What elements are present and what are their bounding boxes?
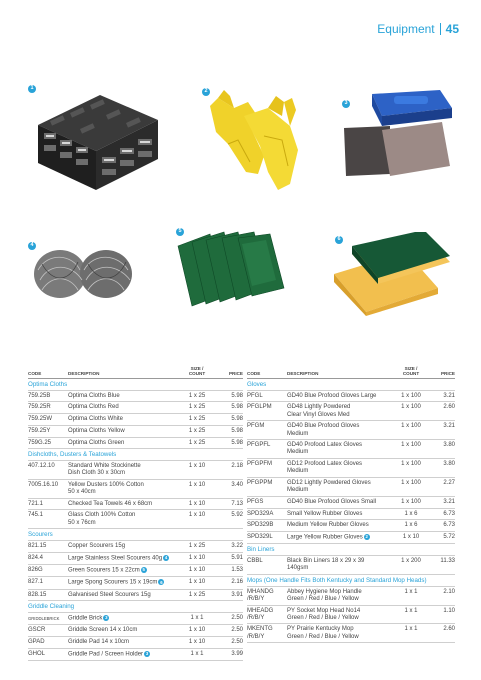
product-size: 1 x 1 xyxy=(190,650,204,657)
col-size-header: SIZE / COUNT xyxy=(402,366,420,376)
product-price: 2.50 xyxy=(231,627,243,634)
product-code: PFGPFM xyxy=(247,461,272,468)
product-code: PFGPFL xyxy=(247,442,271,449)
product-code: PFGPPM xyxy=(247,480,273,487)
product-code: SPD329L xyxy=(247,534,273,541)
table-row xyxy=(247,391,455,403)
table-row xyxy=(28,391,243,403)
product-size: 1 x 10 xyxy=(402,534,420,541)
product-size: 1 x 1 xyxy=(404,588,418,595)
product-description: GD12 Lightly Powdered Gloves Medium xyxy=(287,480,371,494)
table-row xyxy=(28,426,243,438)
product-code: GHOL xyxy=(28,650,46,657)
product-code: SPD329B xyxy=(247,522,274,529)
product-size: 1 x 25 xyxy=(188,416,206,423)
product-code: 821.15 xyxy=(28,543,47,550)
product-code: MHEADG /R/B/Y xyxy=(247,607,274,621)
table-row xyxy=(28,480,243,499)
product-price: 1.10 xyxy=(443,607,455,614)
product-code: 759.25W xyxy=(28,416,53,423)
right-table-header xyxy=(247,365,455,379)
table-row xyxy=(28,553,243,565)
product-price: 5.92 xyxy=(231,512,243,519)
table-row xyxy=(247,606,455,625)
left-table-header xyxy=(28,365,243,379)
product-price: 5.98 xyxy=(231,439,243,446)
product-size: 1 x 10 xyxy=(188,500,206,507)
photo-reference-badge: 4 xyxy=(164,555,168,561)
product-description: Abbey Hygiene Mop Handle Green / Red / Blue / Yellow xyxy=(287,588,362,602)
product-description: GD40 Blue Profood Gloves Medium xyxy=(287,423,360,437)
col-size-header: SIZE / COUNT xyxy=(188,366,206,376)
photo-reference-badge: 3 xyxy=(105,615,108,621)
product-description: Optima Cloths Red xyxy=(68,404,119,411)
product-price: 5.72 xyxy=(443,534,455,541)
product-description: Optima Cloths Green xyxy=(68,439,125,446)
product-code: MHANDG /R/B/Y xyxy=(247,588,274,602)
product-description: Griddle Pad 14 x 10cm xyxy=(68,638,130,645)
product-description: Optima Cloths Yellow xyxy=(68,427,125,434)
product-size: 1 x 10 xyxy=(188,579,206,586)
stainless-steel-scourers-photo xyxy=(28,240,138,310)
product-code: GRIDDLEBRICK xyxy=(28,616,60,621)
table-row xyxy=(28,541,243,553)
product-size: 1 x 6 xyxy=(404,522,418,529)
product-description: Green Scourers 15 x 22cm 5 xyxy=(68,567,145,574)
section-title: Equipment xyxy=(377,22,435,36)
product-description: Griddle Brick 3 xyxy=(68,615,108,622)
product-description: GD40 Blue Profood Gloves Small xyxy=(287,498,377,505)
table-row xyxy=(28,510,243,529)
product-description: Checked Tea Towels 46 x 68cm xyxy=(68,500,153,507)
product-price: 1.53 xyxy=(231,567,243,574)
product-size: 1 x 100 xyxy=(401,423,421,430)
product-price: 6.73 xyxy=(443,522,455,529)
product-price: 2.50 xyxy=(231,638,243,645)
product-description: GD12 Profood Latex Gloves Medium xyxy=(287,461,363,475)
table-row xyxy=(247,532,455,544)
category-heading: Griddle Cleaning xyxy=(28,601,243,613)
sponge-scourers-photo xyxy=(332,232,452,316)
product-price: 7.13 xyxy=(231,500,243,507)
product-price: 11.33 xyxy=(440,558,455,565)
product-description: Glass Cloth 100% Cotton 50 x 76cm xyxy=(68,512,136,526)
right-product-table xyxy=(247,365,455,643)
col-price-header: PRICE xyxy=(440,371,455,376)
table-row xyxy=(247,421,455,440)
product-price: 2.27 xyxy=(443,480,455,487)
product-code: 824.4 xyxy=(28,554,44,561)
table-row xyxy=(28,590,243,602)
product-size: 1 x 10 xyxy=(188,462,206,469)
table-row xyxy=(247,509,455,521)
product-price: 5.98 xyxy=(231,404,243,411)
product-price: 3.22 xyxy=(231,543,243,550)
product-description: Copper Scourers 15g xyxy=(68,543,126,550)
product-price: 5.91 xyxy=(231,554,243,561)
product-description: Griddle Screen 14 x 10cm xyxy=(68,627,138,634)
product-description: GD40 Profood Latex Gloves Medium xyxy=(287,442,363,456)
table-row xyxy=(247,587,455,606)
photo-reference-badge: 6 xyxy=(160,579,163,585)
photo-badge-1: 1 xyxy=(28,85,36,93)
product-code: 759.25B xyxy=(28,392,51,399)
product-size: 1 x 25 xyxy=(188,392,206,399)
product-size: 1 x 1 xyxy=(190,615,204,621)
product-code: 827.1 xyxy=(28,579,44,586)
product-code: 826G xyxy=(28,567,43,574)
table-row xyxy=(28,613,243,625)
product-code: 407.12.10 xyxy=(28,462,55,469)
table-row xyxy=(28,438,243,450)
product-code: PFGLPM xyxy=(247,404,272,411)
product-description: Small Yellow Rubber Gloves xyxy=(287,510,363,517)
product-description: Large Yellow Rubber Gloves 2 xyxy=(287,534,368,541)
product-size: 1 x 100 xyxy=(401,392,421,399)
table-row xyxy=(28,625,243,637)
product-price: 2.60 xyxy=(443,626,455,633)
category-heading: Scourers xyxy=(28,529,243,541)
product-code: 828.15 xyxy=(28,591,47,598)
category-heading: Dishcloths, Dusters & Teatowels xyxy=(28,449,243,461)
table-row xyxy=(28,499,243,511)
product-size: 1 x 1 xyxy=(404,626,418,633)
product-size: 1 x 6 xyxy=(404,510,418,517)
product-size: 1 x 100 xyxy=(401,404,421,411)
product-description: Black Bin Liners 18 x 29 x 39 140gsm xyxy=(287,558,365,572)
photo-badge-5: 5 xyxy=(176,228,184,236)
right-table-body xyxy=(247,379,455,643)
category-heading: Optima Cloths xyxy=(28,379,243,391)
product-size: 1 x 25 xyxy=(188,404,206,411)
product-description: Yellow Dusters 100% Cotton 50 x 40cm xyxy=(68,481,144,496)
product-size: 1 x 25 xyxy=(188,591,206,598)
page-header xyxy=(377,22,459,36)
table-row xyxy=(28,461,243,480)
product-price: 3.80 xyxy=(443,461,455,468)
griddle-brick-and-screens-photo xyxy=(342,86,460,180)
product-description: Optima Cloths Blue xyxy=(68,392,120,399)
product-size: 1 x 10 xyxy=(188,567,206,574)
category-heading: Bin Liners xyxy=(247,544,455,556)
product-description: GD48 Lightly Powdered Clear Vinyl Gloves Med xyxy=(287,404,351,418)
product-price: 3.99 xyxy=(231,650,243,657)
col-code-header: CODE xyxy=(28,371,42,376)
product-price: 3.21 xyxy=(443,498,455,505)
green-scourer-pads-photo xyxy=(172,228,287,310)
col-price-header: PRICE xyxy=(228,371,243,376)
photo-badge-3: 3 xyxy=(342,100,350,108)
left-table-body xyxy=(28,379,243,661)
table-row xyxy=(247,478,455,497)
product-description: Medium Yellow Rubber Gloves xyxy=(287,522,369,529)
col-description-header: DESCRIPTION xyxy=(287,371,319,376)
header-divider xyxy=(440,23,441,35)
col-description-header: DESCRIPTION xyxy=(68,371,100,376)
product-price: 2.60 xyxy=(443,404,455,411)
product-size: 1 x 100 xyxy=(401,498,421,505)
product-size: 1 x 100 xyxy=(401,442,421,449)
product-description: Optima Cloths White xyxy=(68,416,124,423)
photo-badge-6: 6 xyxy=(335,236,343,244)
table-row xyxy=(28,414,243,426)
product-code: 759.25R xyxy=(28,404,51,411)
product-price: 2.18 xyxy=(231,462,243,469)
table-row xyxy=(247,459,455,478)
photo-reference-badge: 5 xyxy=(142,567,145,573)
table-row xyxy=(247,440,455,459)
col-code-header: CODE xyxy=(247,371,261,376)
product-code: 721.1 xyxy=(28,500,44,507)
product-price: 3.91 xyxy=(231,591,243,598)
product-size: 1 x 200 xyxy=(401,558,421,565)
table-row xyxy=(247,497,455,509)
product-code: PFGS xyxy=(247,498,264,505)
product-size: 1 x 10 xyxy=(188,638,206,645)
product-price: 3.40 xyxy=(231,481,243,488)
product-description: Large Spong Scourers 15 x 19cm 6 xyxy=(68,579,163,586)
photo-reference-badge: 3 xyxy=(145,651,149,657)
category-heading: Mops (One Handle Fits Both Kentucky and Standard Mop Heads) xyxy=(247,575,455,587)
product-code: GSCR xyxy=(28,627,46,634)
product-description: Large Stainless Steel Scourers 40g 4 xyxy=(68,555,168,562)
product-size: 1 x 10 xyxy=(188,481,206,488)
product-description: GD40 Blue Profood Gloves Large xyxy=(287,392,377,399)
product-price: 3.21 xyxy=(443,423,455,430)
product-description: PY Socket Mop Head No14 Green / Red / Blue / Yellow xyxy=(287,607,361,621)
product-price: 5.98 xyxy=(231,416,243,423)
table-row xyxy=(28,577,243,589)
product-code: 745.1 xyxy=(28,512,44,519)
photo-badge-2: 2 xyxy=(202,88,210,96)
table-row xyxy=(247,556,455,575)
table-row xyxy=(247,624,455,643)
table-row xyxy=(28,565,243,577)
product-code: MKENTG /R/B/Y xyxy=(247,626,273,640)
table-row xyxy=(28,637,243,649)
product-code: CBBL xyxy=(247,558,263,565)
category-heading: Gloves xyxy=(247,379,455,391)
product-price: 2.16 xyxy=(231,579,243,586)
table-row xyxy=(28,649,243,661)
product-description: Galvanised Steel Scourers 15g xyxy=(68,591,151,598)
product-code: SPD329A xyxy=(247,510,274,517)
table-row xyxy=(247,402,455,421)
yellow-rubber-gloves-photo xyxy=(198,86,303,196)
product-size: 1 x 25 xyxy=(188,427,206,434)
product-price: 2.10 xyxy=(443,588,455,595)
product-code: GPAD xyxy=(28,638,45,645)
product-size: 1 x 25 xyxy=(188,439,206,446)
product-code: 7005.16.10 xyxy=(28,481,59,488)
product-description: PY Prairie Kentucky Mop Green / Red / Blue / Yellow xyxy=(287,626,359,640)
product-size: 1 x 10 xyxy=(188,512,206,519)
product-size: 1 x 100 xyxy=(401,480,421,487)
product-price: 5.98 xyxy=(231,427,243,434)
product-code: 759G.25 xyxy=(28,439,52,446)
product-size: 1 x 25 xyxy=(188,543,206,550)
product-size: 1 x 10 xyxy=(188,554,206,561)
product-price: 2.50 xyxy=(231,615,243,621)
product-size: 1 x 10 xyxy=(188,627,206,634)
scourer-pads-box-photo xyxy=(30,85,160,195)
left-product-table xyxy=(28,365,243,661)
product-price: 6.73 xyxy=(443,510,455,517)
product-code: PFGM xyxy=(247,423,265,430)
page-number: 45 xyxy=(445,22,459,36)
product-price: 5.98 xyxy=(231,392,243,399)
product-code: 759.25Y xyxy=(28,427,51,434)
product-price: 3.80 xyxy=(443,442,455,449)
product-size: 1 x 1 xyxy=(404,607,418,614)
product-code: PFGL xyxy=(247,392,263,399)
product-price: 3.21 xyxy=(443,392,455,399)
table-row xyxy=(247,520,455,532)
photo-reference-badge: 2 xyxy=(365,534,368,540)
table-row xyxy=(28,402,243,414)
product-description: Standard White Stockinette Dish Cloth 30 x 30cm xyxy=(68,462,141,477)
product-size: 1 x 100 xyxy=(401,461,421,468)
product-description: Griddle Pad / Screen Holder 3 xyxy=(68,651,149,658)
photo-badge-4: 4 xyxy=(28,242,36,250)
